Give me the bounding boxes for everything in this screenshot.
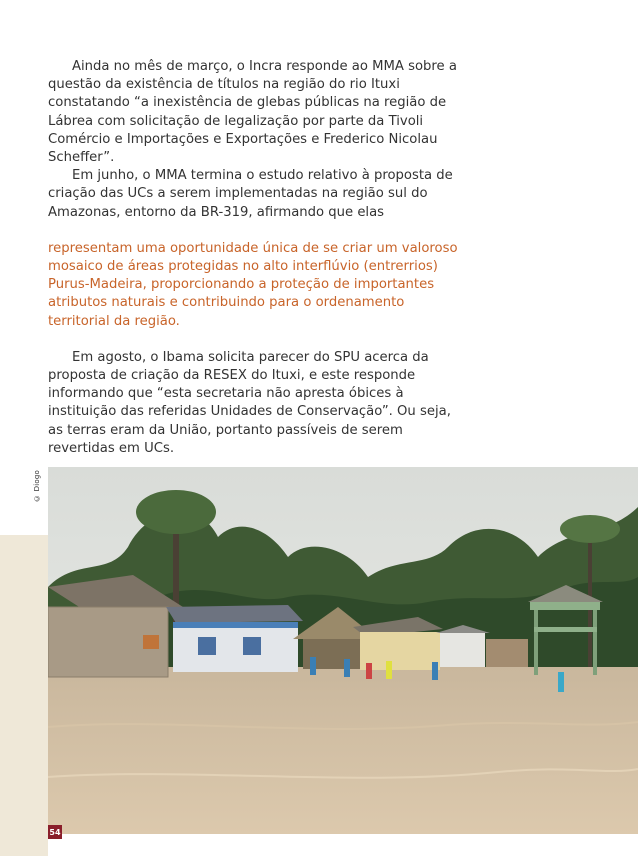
paragraph-1: Ainda no mês de março, o Incra responde ao MMA sobre a questão da existência de títulos na região do rio Ituxi constatando “a inexistência de glebas públicas na região de Lábrea com solicitação de legalização por parte da Tivoli Comércio e Importações e Exportações e Frederico Nicolau Scheffer”. [48,59,457,166]
paragraph-3: Em agosto, o Ibama solicita parecer do SPU acerca da proposta de criação da RESEX do Ituxi, e este responde informando que “esta secretaria não apresta óbices à instituição das referidas Unidades de Conservação”. Ou seja, as terras eram da União, portanto passíveis de serem revertidas em UCs. [48,349,451,456]
village-photo [48,467,638,834]
side-band [0,535,48,856]
page-number: 54 [48,825,62,839]
photo-credit: © Diogo [33,470,41,502]
body-text [48,58,468,458]
paragraph-2: Em junho, o MMA termina o estudo relativo à proposta de criação das UCs a serem implementadas na região sul do Amazonas, entorno da BR-319, afirmando que elas [48,168,453,220]
quote-paragraph: representam uma oportunidade única de se criar um valoroso mosaico de áreas protegidas no alto interflúvio (entrerrios) Purus-Madeira, proporcionando a proteção de importantes atributos naturais e contribuindo para o ordenamento territorial da região. [48,240,458,329]
village-photo-illustration [48,467,638,834]
